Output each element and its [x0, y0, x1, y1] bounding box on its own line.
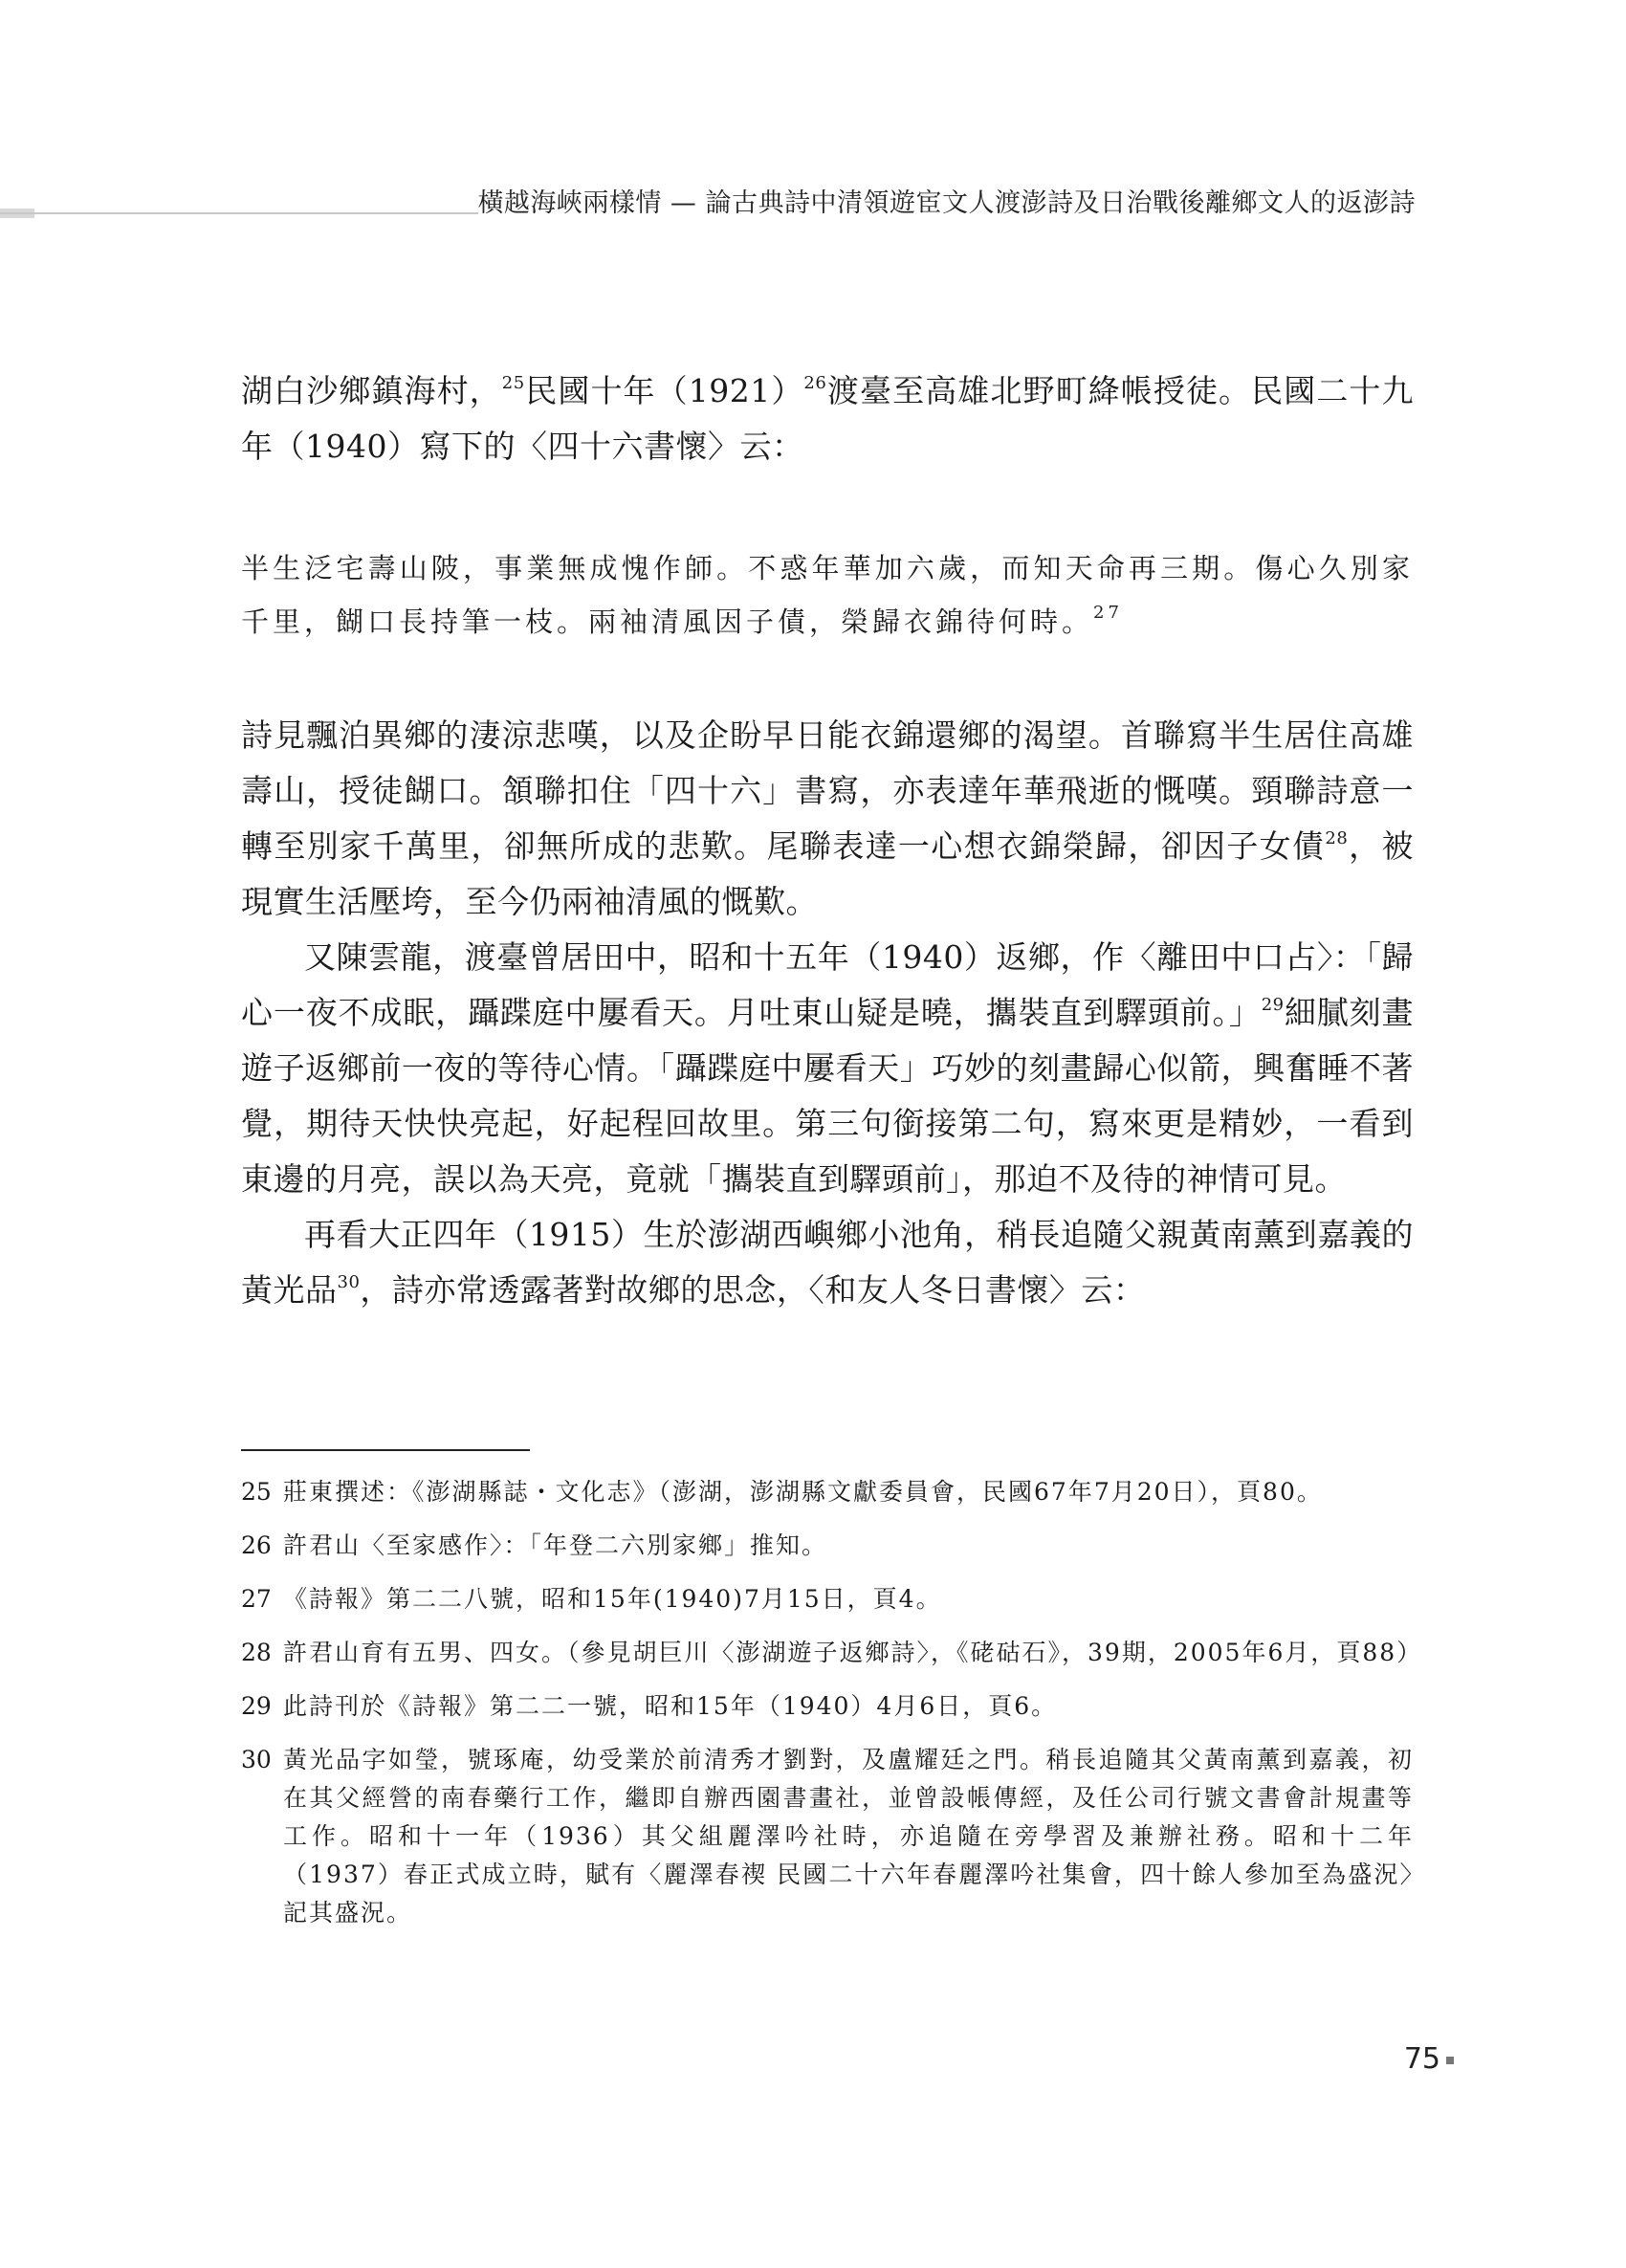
footnote-number: 26 [241, 1531, 272, 1559]
p4-text-b: ，詩亦常透露著對故鄉的思念，〈和友人冬日書懷〉云： [360, 1271, 1146, 1309]
footnote-30 [241, 1741, 1414, 1932]
footnote-26 [241, 1527, 1414, 1565]
footnote-ref-27[interactable]: 27 [1093, 603, 1123, 623]
footnote-25 [241, 1473, 1414, 1511]
footnote-number: 27 [241, 1585, 272, 1613]
footnote-text: 許君山育有五男、四女。（參見胡巨川〈澎湖遊子返鄉詩〉，《硓𥑮石》，39期，2005年6月，頁88） [283, 1639, 1423, 1666]
footnote-ref-28[interactable]: 28 [1325, 828, 1349, 848]
page-number-value: 75 [1403, 2042, 1440, 2076]
page-marker-square [1446, 2057, 1454, 2064]
p4-text-a: 再看大正四年（1915）生於澎湖西嶼鄉小池角，稍長追隨父親黃南薰到嘉義的黃光品 [241, 1216, 1414, 1309]
footnote-ref-26[interactable]: 26 [803, 373, 827, 393]
footnote-ref-30[interactable]: 30 [337, 1272, 361, 1292]
footnote-rule [241, 1449, 530, 1451]
p3-text-a: 又陳雲龍，渡臺曾居田中，昭和十五年（1940）返鄉，作〈離田中口占〉： [304, 938, 1366, 976]
footnote-text: 許君山〈至家感作〉：「年登二六別家鄉」推知。 [283, 1531, 828, 1559]
p1-text-a: 湖白沙鄉鎮海村， [241, 372, 502, 409]
footnote-27 [241, 1580, 1414, 1618]
p2-text-a: 詩見飄泊異鄉的淒涼悲嘆，以及企盼早日能衣錦還鄉的渴望。首聯寫半生居住高雄壽山，授徒餬口。頷聯扣住「四十六」書寫，亦表達年華飛逝的慨嘆。頸聯詩意一轉至別家千萬里，卻無所成的悲歎。尾聯表達一心想衣錦榮歸，卻因子女債 [241, 716, 1414, 865]
poem-quote-1 [241, 541, 1414, 649]
footnote-ref-29[interactable]: 29 [1261, 995, 1285, 1015]
footnote-text: 《詩報》第二二八號，昭和15年(1940)7月15日，頁4。 [283, 1585, 942, 1613]
footnote-number: 25 [241, 1478, 272, 1506]
footnote-text: 此詩刊於《詩報》第二二一號，昭和15年（1940）4月6日，頁6。 [283, 1692, 1058, 1720]
footnote-text: 黃光品字如瑩，號琢庵，幼受業於前清秀才劉對，及盧耀廷之門。稍長追隨其父黃南薰到嘉義，初在其父經營的南春藥行工作，繼即自辦西園書畫社，並曾設帳傳經，及任公司行號文書會計規畫等工作。昭和十一年（1936）其父組麗澤吟社時，亦追隨在旁學習及兼辦社務。昭和十二年（1937）春正式成立時，賦有〈麗澤春禊 民國二十六年春麗澤吟社集會，四十餘人參加至為盛況〉記其盛況。 [283, 1746, 1414, 1927]
footnotes [241, 1473, 1423, 1948]
footnote-29 [241, 1687, 1414, 1726]
footnote-text: 莊東撰述：《澎湖縣誌・文化志》（澎湖，澎湖縣文獻委員會，民國67年7月20日），頁80。 [283, 1478, 1323, 1506]
footnote-number: 28 [241, 1639, 272, 1666]
header-rule [0, 212, 478, 214]
paragraph-2 [241, 708, 1414, 1318]
p3-quote: 「歸心一夜不成眠，躡蹀庭中屢看天。月吐東山疑是曉，攜裝直到驛頭前。」 [241, 938, 1414, 1031]
quote1-text: 半生泛宅壽山陂，事業無成愧作師。不惑年華加六歲，而知天命再三期。傷心久別家千里，餬口長持筆一枝。兩袖清風因子債，榮歸衣錦待何時。 [241, 552, 1414, 638]
footnote-28 [241, 1634, 1423, 1672]
p3-text-b: 細膩刻畫遊子返鄉前一夜的等待心情。「躡蹀庭中屢看天」巧妙的刻畫歸心似箭，興奮睡不著覺，期待天快快亮起，好起程回故里。第三句銜接第二句，寫來更是精妙，一看到東邊的月亮，誤以為天亮，竟就「攜裝直到驛頭前」，那迫不及待的神情可見。 [241, 994, 1415, 1198]
paragraph-1 [241, 363, 1414, 474]
p1-text-c: 渡臺至高雄北野町絳帳授徒。民國二十九年（1940）寫下的〈四十六書懷〉云： [241, 372, 1415, 465]
running-title: 橫越海峽兩樣情 — 論古典詩中清領遊宦文人渡澎詩及日治戰後離鄉文人的返澎詩 [477, 188, 1416, 218]
footnote-ref-25[interactable]: 25 [501, 373, 525, 393]
p2-text-b: ，被現實生活壓垮，至今仍兩袖清風的慨歎。 [241, 827, 1415, 920]
footnote-number: 30 [241, 1746, 272, 1773]
p1-text-b: 民國十年（1921） [524, 372, 804, 409]
page-number [1404, 2042, 1454, 2076]
footnote-number: 29 [241, 1692, 272, 1720]
